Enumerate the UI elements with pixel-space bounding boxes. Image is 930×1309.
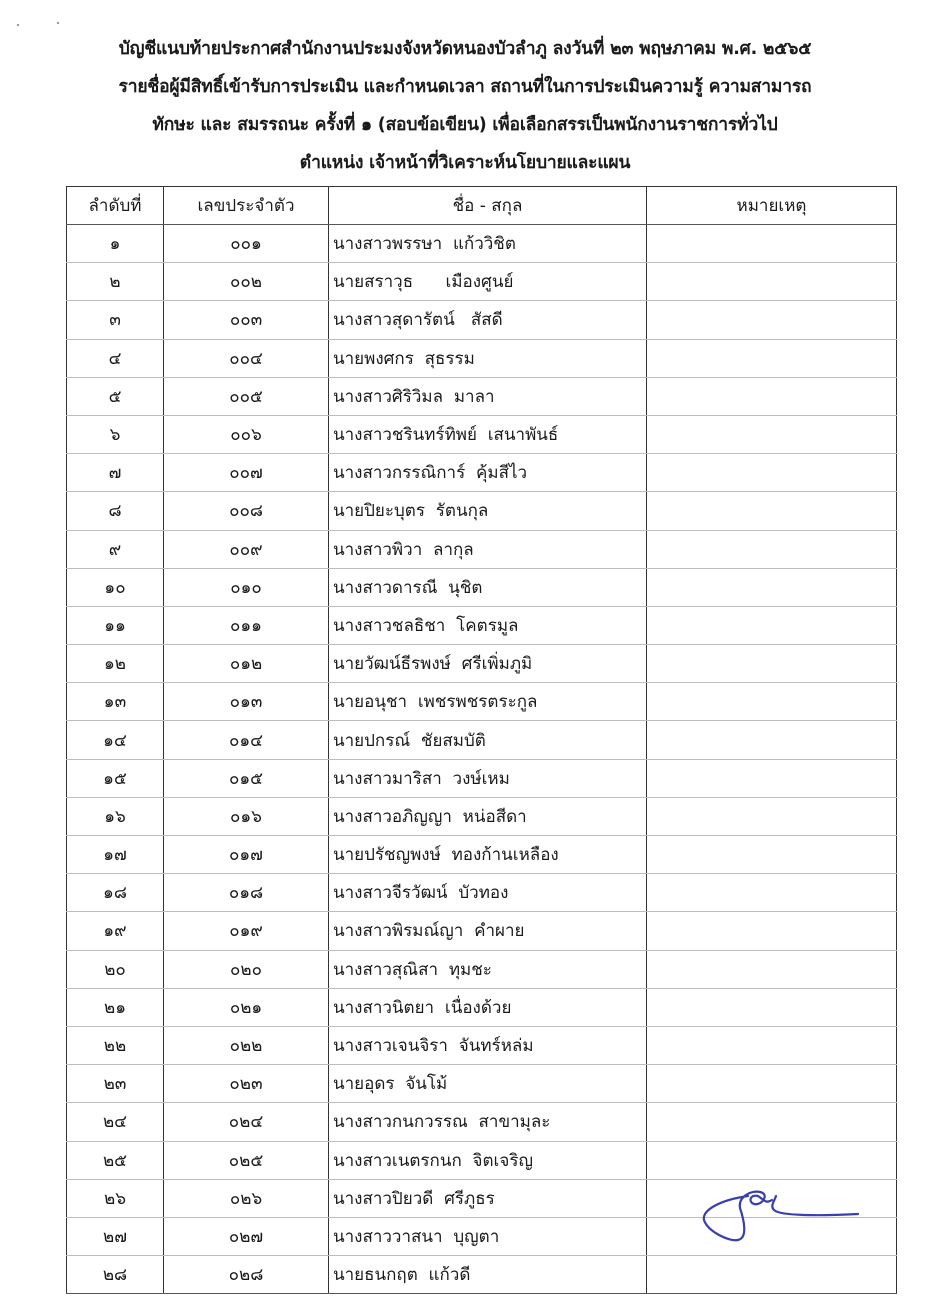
scan-artifact (17, 24, 19, 26)
document-header (0, 30, 930, 182)
name-cell: นางสาวพิวา ลากุล (329, 530, 647, 568)
name-cell: นางสาวศิริวิมล มาลา (329, 377, 647, 415)
id-cell: ๐๑๕ (164, 759, 329, 797)
order-cell: ๑๔ (67, 721, 164, 759)
remark-cell (647, 797, 897, 835)
order-cell: ๒๒ (67, 1026, 164, 1064)
table-row (67, 492, 897, 530)
name-cell: นางสาวดารณี นุชิต (329, 568, 647, 606)
order-cell: ๔ (67, 339, 164, 377)
order-cell: ๒๘ (67, 1256, 164, 1294)
table-row (67, 263, 897, 301)
name-cell: นางสาวจีรวัฒน์ บัวทอง (329, 874, 647, 912)
name-cell: นางสาวพรรษา แก้ววิชิต (329, 225, 647, 263)
table-row (67, 1103, 897, 1141)
table-row (67, 225, 897, 263)
id-cell: ๐๒๔ (164, 1103, 329, 1141)
order-cell: ๑๒ (67, 645, 164, 683)
remark-cell (647, 874, 897, 912)
name-cell: นางสาวพิรมณ์ญา คำผาย (329, 912, 647, 950)
id-cell: ๐๑๓ (164, 683, 329, 721)
name-cell: นายปกรณ์ ชัยสมบัติ (329, 721, 647, 759)
scan-artifact (57, 22, 59, 24)
name-cell: นางสาวเนตรกนก จิตเจริญ (329, 1141, 647, 1179)
signature-stroke (704, 1192, 858, 1241)
id-cell: ๐๒๑ (164, 988, 329, 1026)
order-cell: ๒๖ (67, 1179, 164, 1217)
header-line-4: ตำแหน่ง เจ้าหน้าที่วิเคราะห์นโยบายและแผน (299, 153, 631, 173)
remark-cell (647, 263, 897, 301)
table-header-row (67, 187, 897, 225)
name-cell: นายอุดร จันโม้ (329, 1065, 647, 1103)
table-body (67, 225, 897, 1294)
table-row (67, 988, 897, 1026)
table-row (67, 1065, 897, 1103)
name-cell: นางสาวสุณิสา ทุมชะ (329, 950, 647, 988)
order-cell: ๒๓ (67, 1065, 164, 1103)
id-cell: ๐๒๓ (164, 1065, 329, 1103)
id-cell: ๐๑๒ (164, 645, 329, 683)
id-cell: ๐๑๑ (164, 606, 329, 644)
order-cell: ๒๕ (67, 1141, 164, 1179)
id-cell: ๐๑๖ (164, 797, 329, 835)
remark-cell (647, 950, 897, 988)
table-row (67, 530, 897, 568)
table-row (67, 415, 897, 453)
id-cell: ๐๒๖ (164, 1179, 329, 1217)
order-cell: ๗ (67, 454, 164, 492)
order-cell: ๒ (67, 263, 164, 301)
id-cell: ๐๐๑ (164, 225, 329, 263)
remark-cell (647, 683, 897, 721)
name-cell: นายพงศกร สุธรรม (329, 339, 647, 377)
remark-cell (647, 1256, 897, 1294)
name-cell: นางสาวชลธิชา โคตรมูล (329, 606, 647, 644)
remark-cell (647, 377, 897, 415)
table-row (67, 683, 897, 721)
table-row (67, 568, 897, 606)
remark-cell (647, 1026, 897, 1064)
remark-cell (647, 225, 897, 263)
column-header-id: เลขประจำตัว (164, 187, 329, 225)
id-cell: ๐๐๔ (164, 339, 329, 377)
remark-cell (647, 301, 897, 339)
order-cell: ๒๗ (67, 1217, 164, 1255)
table-row (67, 721, 897, 759)
name-cell: นายสราวุธ เมืองศูนย์ (329, 263, 647, 301)
remark-cell (647, 339, 897, 377)
order-cell: ๖ (67, 415, 164, 453)
remark-cell (647, 454, 897, 492)
id-cell: ๐๑๔ (164, 721, 329, 759)
table-row (67, 836, 897, 874)
remark-cell (647, 836, 897, 874)
id-cell: ๐๒๐ (164, 950, 329, 988)
table-row (67, 645, 897, 683)
order-cell: ๑๙ (67, 912, 164, 950)
order-cell: ๓ (67, 301, 164, 339)
name-cell: นายปิยะบุตร รัตนกุล (329, 492, 647, 530)
name-cell: นางสาวกรรณิการ์ คุ้มสีไว (329, 454, 647, 492)
order-cell: ๑๕ (67, 759, 164, 797)
name-cell: นายปรัชญพงษ์ ทองก้านเหลือง (329, 836, 647, 874)
name-cell: นางสาวปิยวดี ศรีภูธร (329, 1179, 647, 1217)
remark-cell (647, 492, 897, 530)
remark-cell (647, 645, 897, 683)
id-cell: ๐๐๒ (164, 263, 329, 301)
order-cell: ๘ (67, 492, 164, 530)
remark-cell (647, 721, 897, 759)
name-cell: นางสาวกนกวรรณ สาขามุละ (329, 1103, 647, 1141)
candidate-table (66, 186, 897, 1294)
name-cell: นางสาวมาริสา วงษ์เหม (329, 759, 647, 797)
header-line-3: ทักษะ และ สมรรถนะ ครั้งที่ ๑ (สอบข้อเขียน) เพื่อเลือกสรรเป็นพนักงานราชการทั่วไป (152, 115, 778, 135)
remark-cell (647, 415, 897, 453)
table-row (67, 454, 897, 492)
order-cell: ๒๐ (67, 950, 164, 988)
order-cell: ๒๔ (67, 1103, 164, 1141)
table-row (67, 912, 897, 950)
name-cell: นางสาววาสนา บุญตา (329, 1217, 647, 1255)
table-row (67, 759, 897, 797)
id-cell: ๐๒๒ (164, 1026, 329, 1064)
table-row (67, 339, 897, 377)
name-cell: นางสาวอภิญญา หน่อสีดา (329, 797, 647, 835)
remark-cell (647, 912, 897, 950)
column-header-remark: หมายเหตุ (647, 187, 897, 225)
name-cell: นายวัฒน์ธีรพงษ์ ศรีเพิ่มภูมิ (329, 645, 647, 683)
id-cell: ๐๒๕ (164, 1141, 329, 1179)
remark-cell (647, 988, 897, 1026)
signature (700, 1180, 870, 1250)
table-row (67, 950, 897, 988)
table-row (67, 1256, 897, 1294)
table-row (67, 797, 897, 835)
remark-cell (647, 530, 897, 568)
name-cell: นายธนกฤต แก้วดี (329, 1256, 647, 1294)
id-cell: ๐๒๗ (164, 1217, 329, 1255)
name-cell: นางสาวเจนจิรา จันทร์หล่ม (329, 1026, 647, 1064)
id-cell: ๐๐๗ (164, 454, 329, 492)
id-cell: ๐๐๖ (164, 415, 329, 453)
column-header-order: ลำดับที่ (67, 187, 164, 225)
remark-cell (647, 1065, 897, 1103)
column-header-name: ชื่อ - สกุล (329, 187, 647, 225)
order-cell: ๒๑ (67, 988, 164, 1026)
remark-cell (647, 1103, 897, 1141)
id-cell: ๐๑๐ (164, 568, 329, 606)
id-cell: ๐๐๕ (164, 377, 329, 415)
table-row (67, 301, 897, 339)
order-cell: ๑๗ (67, 836, 164, 874)
header-line-2: รายชื่อผู้มีสิทธิ์เข้ารับการประเมิน และกำหนดเวลา สถานที่ในการประเมินความรู้ ความสามารถ (118, 77, 812, 97)
table-row (67, 1141, 897, 1179)
id-cell: ๐๐๙ (164, 530, 329, 568)
id-cell: ๐๑๙ (164, 912, 329, 950)
name-cell: นางสาวนิตยา เนื่องด้วย (329, 988, 647, 1026)
header-line-1: บัญชีแนบท้ายประกาศสำนักงานประมงจังหวัดหนองบัวลำภู ลงวันที่ ๒๓ พฤษภาคม พ.ศ. ๒๕๖๕ (118, 39, 812, 59)
order-cell: ๙ (67, 530, 164, 568)
remark-cell (647, 759, 897, 797)
order-cell: ๑๑ (67, 606, 164, 644)
id-cell: ๐๐๓ (164, 301, 329, 339)
order-cell: ๑๖ (67, 797, 164, 835)
table-row (67, 874, 897, 912)
order-cell: ๑ (67, 225, 164, 263)
order-cell: ๕ (67, 377, 164, 415)
order-cell: ๑๘ (67, 874, 164, 912)
order-cell: ๑๐ (67, 568, 164, 606)
table-row (67, 1026, 897, 1064)
id-cell: ๐๑๗ (164, 836, 329, 874)
table-row (67, 377, 897, 415)
table-row (67, 606, 897, 644)
id-cell: ๐๒๘ (164, 1256, 329, 1294)
name-cell: นายอนุชา เพชรพชรตระกูล (329, 683, 647, 721)
name-cell: นางสาวสุดารัตน์ สัสดี (329, 301, 647, 339)
order-cell: ๑๓ (67, 683, 164, 721)
remark-cell (647, 568, 897, 606)
id-cell: ๐๑๘ (164, 874, 329, 912)
name-cell: นางสาวชรินทร์ทิพย์ เสนาพันธ์ (329, 415, 647, 453)
id-cell: ๐๐๘ (164, 492, 329, 530)
remark-cell (647, 1141, 897, 1179)
remark-cell (647, 606, 897, 644)
